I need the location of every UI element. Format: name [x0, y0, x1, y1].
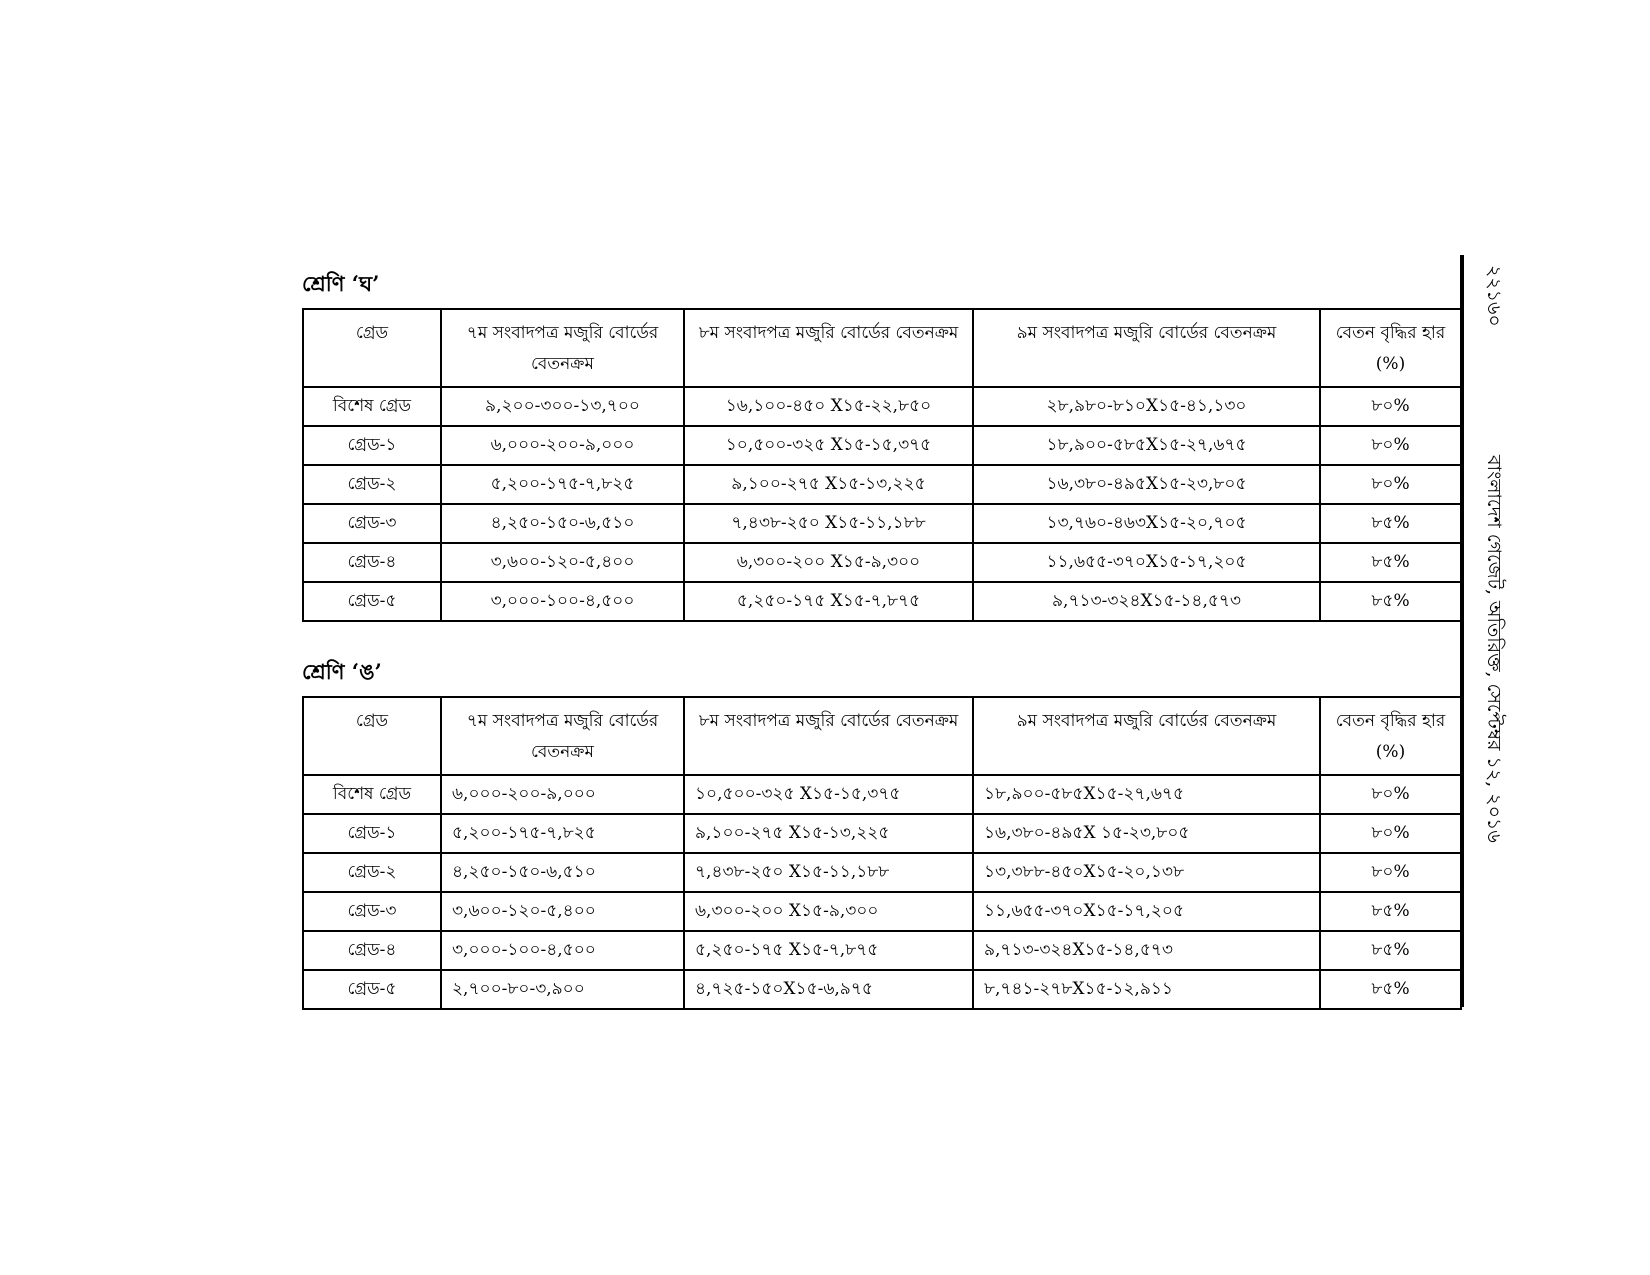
rate-cell: ৮০% — [1320, 853, 1461, 892]
grade-cell: গ্রেড-৩ — [303, 892, 441, 931]
table-row — [303, 465, 1461, 504]
table-row — [303, 814, 1461, 853]
scale-7th-cell: ৬,০০০-২০০-৯,০০০ — [441, 775, 684, 814]
rate-cell: ৮০% — [1320, 387, 1461, 426]
grade-cell: গ্রেড-১ — [303, 426, 441, 465]
scale-9th-cell: ১১,৬৫৫-৩৭০X১৫-১৭,২০৫ — [973, 543, 1320, 582]
grade-cell: গ্রেড-২ — [303, 465, 441, 504]
scale-8th-cell: ৫,২৫০-১৭৫ X১৫-৭,৮৭৫ — [684, 582, 973, 621]
scale-8th-cell: ১০,৫০০-৩২৫ X১৫-১৫,৩৭৫ — [684, 426, 973, 465]
scale-8th-cell: ৪,৭২৫-১৫০X১৫-৬,৯৭৫ — [684, 970, 973, 1009]
scale-7th-cell: ৩,০০০-১০০-৪,৫০০ — [441, 931, 684, 970]
grade-cell: বিশেষ গ্রেড — [303, 775, 441, 814]
rate-cell: ৮৫% — [1320, 892, 1461, 931]
column-header-grade: গ্রেড — [303, 309, 441, 387]
scale-8th-cell: ১৬,১০০-৪৫০ X১৫-২২,৮৫০ — [684, 387, 973, 426]
scale-9th-cell: ১৮,৯০০-৫৮৫X১৫-২৭,৬৭৫ — [973, 775, 1320, 814]
scale-7th-cell: ৩,৬০০-১২০-৫,৪০০ — [441, 543, 684, 582]
scale-9th-cell: ১৮,৯০০-৫৮৫X১৫-২৭,৬৭৫ — [973, 426, 1320, 465]
scale-7th-cell: ৫,২০০-১৭৫-৭,৮২৫ — [441, 465, 684, 504]
scale-7th-cell: ৯,২০০-৩০০-১৩,৭০০ — [441, 387, 684, 426]
grade-cell: গ্রেড-২ — [303, 853, 441, 892]
table-row — [303, 426, 1461, 465]
table-row — [303, 931, 1461, 970]
gazette-header: বাংলাদেশ গেজেট, অতিরিক্ত, সেপ্টেম্বর ১২, ২০১৬ — [1483, 455, 1505, 843]
scale-8th-cell: ৬,৩০০-২০০ X১৫-৯,৩০০ — [684, 892, 973, 931]
column-header-7th-board: ৭ম সংবাদপত্র মজুরি বোর্ডের বেতনক্রম — [441, 309, 684, 387]
wage-table-uma — [302, 696, 1462, 1010]
scale-7th-cell: ৪,২৫০-১৫০-৬,৫১০ — [441, 853, 684, 892]
rate-cell: ৮৫% — [1320, 582, 1461, 621]
page-number: ২২১৬০ — [1483, 265, 1505, 327]
section-title-uma: শ্রেণি ‘ঙ’ — [302, 659, 382, 684]
scale-7th-cell: ৫,২০০-১৭৫-৭,৮২৫ — [441, 814, 684, 853]
table-row — [303, 582, 1461, 621]
table-row — [303, 504, 1461, 543]
table-row — [303, 775, 1461, 814]
table-header-row — [303, 309, 1461, 387]
column-header-grade: গ্রেড — [303, 697, 441, 775]
scale-8th-cell: ৭,৪৩৮-২৫০ X১৫-১১,১৮৮ — [684, 853, 973, 892]
rate-cell: ৮৫% — [1320, 543, 1461, 582]
column-header-7th-board: ৭ম সংবাদপত্র মজুরি বোর্ডের বেতনক্রম — [441, 697, 684, 775]
scale-8th-cell: ৭,৪৩৮-২৫০ X১৫-১১,১৮৮ — [684, 504, 973, 543]
grade-cell: গ্রেড-১ — [303, 814, 441, 853]
column-header-8th-board: ৮ম সংবাদপত্র মজুরি বোর্ডের বেতনক্রম — [684, 309, 973, 387]
rate-cell: ৮০% — [1320, 814, 1461, 853]
section-title-gha: শ্রেণি ‘ঘ’ — [302, 271, 380, 296]
column-header-8th-board: ৮ম সংবাদপত্র মজুরি বোর্ডের বেতনক্রম — [684, 697, 973, 775]
scale-8th-cell: ১০,৫০০-৩২৫ X১৫-১৫,৩৭৫ — [684, 775, 973, 814]
scale-8th-cell: ৬,৩০০-২০০ X১৫-৯,৩০০ — [684, 543, 973, 582]
scale-9th-cell: ১৬,৩৮০-৪৯৫X ১৫-২৩,৮০৫ — [973, 814, 1320, 853]
scale-8th-cell: ৯,১০০-২৭৫ X১৫-১৩,২২৫ — [684, 465, 973, 504]
scale-7th-cell: ৬,০০০-২০০-৯,০০০ — [441, 426, 684, 465]
scale-9th-cell: ৮,৭৪১-২৭৮X১৫-১২,৯১১ — [973, 970, 1320, 1009]
table-row — [303, 543, 1461, 582]
scale-7th-cell: ৩,৬০০-১২০-৫,৪০০ — [441, 892, 684, 931]
column-header-increase-rate: বেতন বৃদ্ধির হার (%) — [1320, 309, 1461, 387]
scale-9th-cell: ১৩,৩৮৮-৪৫০X১৫-২০,১৩৮ — [973, 853, 1320, 892]
table-header-row — [303, 697, 1461, 775]
scale-9th-cell: ১৬,৩৮০-৪৯৫X১৫-২৩,৮০৫ — [973, 465, 1320, 504]
table-row — [303, 892, 1461, 931]
margin-rule — [1460, 255, 1464, 1007]
grade-cell: গ্রেড-৪ — [303, 931, 441, 970]
scale-9th-cell: ১৩,৭৬০-৪৬৩X১৫-২০,৭০৫ — [973, 504, 1320, 543]
table-row — [303, 970, 1461, 1009]
table-row — [303, 387, 1461, 426]
rate-cell: ৮০% — [1320, 426, 1461, 465]
grade-cell: গ্রেড-৪ — [303, 543, 441, 582]
scale-9th-cell: ৯,৭১৩-৩২৪X১৫-১৪,৫৭৩ — [973, 931, 1320, 970]
rate-cell: ৮৫% — [1320, 931, 1461, 970]
column-header-increase-rate: বেতন বৃদ্ধির হার (%) — [1320, 697, 1461, 775]
column-header-9th-board: ৯ম সংবাদপত্র মজুরি বোর্ডের বেতনক্রম — [973, 309, 1320, 387]
rate-cell: ৮৫% — [1320, 970, 1461, 1009]
scale-7th-cell: ৪,২৫০-১৫০-৬,৫১০ — [441, 504, 684, 543]
grade-cell: গ্রেড-৫ — [303, 582, 441, 621]
grade-cell: বিশেষ গ্রেড — [303, 387, 441, 426]
scale-8th-cell: ৫,২৫০-১৭৫ X১৫-৭,৮৭৫ — [684, 931, 973, 970]
scale-9th-cell: ১১,৬৫৫-৩৭০X১৫-১৭,২০৫ — [973, 892, 1320, 931]
scale-9th-cell: ২৮,৯৮০-৮১০X১৫-৪১,১৩০ — [973, 387, 1320, 426]
grade-cell: গ্রেড-৫ — [303, 970, 441, 1009]
wage-table-gha — [302, 308, 1462, 622]
scale-7th-cell: ৩,০০০-১০০-৪,৫০০ — [441, 582, 684, 621]
rate-cell: ৮৫% — [1320, 504, 1461, 543]
rate-cell: ৮০% — [1320, 465, 1461, 504]
column-header-9th-board: ৯ম সংবাদপত্র মজুরি বোর্ডের বেতনক্রম — [973, 697, 1320, 775]
scale-9th-cell: ৯,৭১৩-৩২৪X১৫-১৪,৫৭৩ — [973, 582, 1320, 621]
table-row — [303, 853, 1461, 892]
rate-cell: ৮০% — [1320, 775, 1461, 814]
scale-8th-cell: ৯,১০০-২৭৫ X১৫-১৩,২২৫ — [684, 814, 973, 853]
grade-cell: গ্রেড-৩ — [303, 504, 441, 543]
scale-7th-cell: ২,৭০০-৮০-৩,৯০০ — [441, 970, 684, 1009]
